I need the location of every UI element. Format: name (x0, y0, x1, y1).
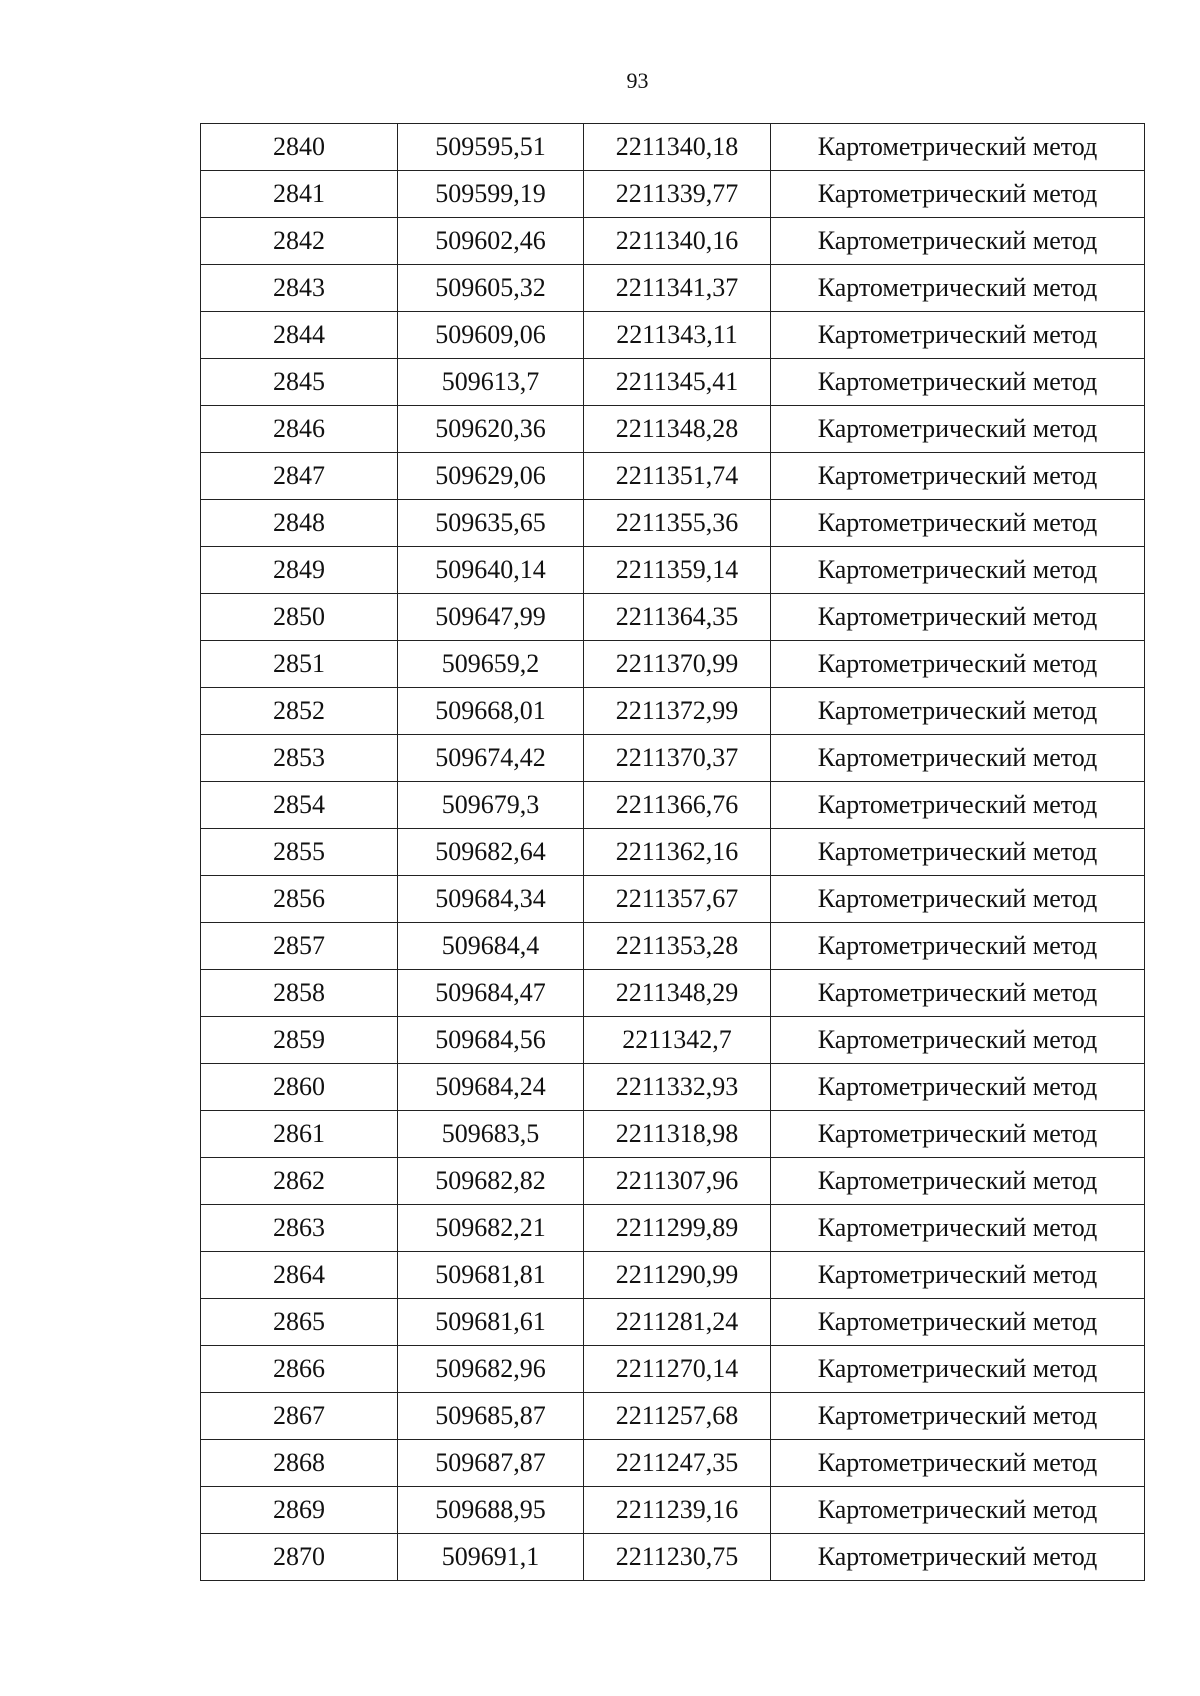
y-coordinate-cell: 2211239,16 (584, 1487, 771, 1534)
point-number-cell: 2853 (201, 735, 398, 782)
table-row (201, 641, 1145, 688)
point-number-cell: 2857 (201, 923, 398, 970)
x-coordinate-cell: 509609,06 (398, 312, 584, 359)
table-row (201, 970, 1145, 1017)
y-coordinate-cell: 2211348,28 (584, 406, 771, 453)
table-row (201, 124, 1145, 171)
y-coordinate-cell: 2211355,36 (584, 500, 771, 547)
point-number-cell: 2863 (201, 1205, 398, 1252)
method-cell: Картометрический метод (771, 594, 1145, 641)
table-row (201, 547, 1145, 594)
method-cell: Картометрический метод (771, 1534, 1145, 1581)
table-row (201, 265, 1145, 312)
x-coordinate-cell: 509683,5 (398, 1111, 584, 1158)
coordinates-table-body (201, 124, 1145, 1581)
x-coordinate-cell: 509629,06 (398, 453, 584, 500)
point-number-cell: 2866 (201, 1346, 398, 1393)
table-row (201, 782, 1145, 829)
point-number-cell: 2848 (201, 500, 398, 547)
y-coordinate-cell: 2211343,11 (584, 312, 771, 359)
method-cell: Картометрический метод (771, 265, 1145, 312)
x-coordinate-cell: 509682,96 (398, 1346, 584, 1393)
point-number-cell: 2840 (201, 124, 398, 171)
method-cell: Картометрический метод (771, 1111, 1145, 1158)
point-number-cell: 2870 (201, 1534, 398, 1581)
method-cell: Картометрический метод (771, 453, 1145, 500)
table-row (201, 876, 1145, 923)
table-row (201, 1299, 1145, 1346)
point-number-cell: 2846 (201, 406, 398, 453)
x-coordinate-cell: 509684,47 (398, 970, 584, 1017)
y-coordinate-cell: 2211299,89 (584, 1205, 771, 1252)
point-number-cell: 2865 (201, 1299, 398, 1346)
method-cell: Картометрический метод (771, 406, 1145, 453)
method-cell: Картометрический метод (771, 312, 1145, 359)
x-coordinate-cell: 509684,56 (398, 1017, 584, 1064)
x-coordinate-cell: 509595,51 (398, 124, 584, 171)
y-coordinate-cell: 2211307,96 (584, 1158, 771, 1205)
y-coordinate-cell: 2211281,24 (584, 1299, 771, 1346)
y-coordinate-cell: 2211366,76 (584, 782, 771, 829)
y-coordinate-cell: 2211348,29 (584, 970, 771, 1017)
method-cell: Картометрический метод (771, 1064, 1145, 1111)
x-coordinate-cell: 509691,1 (398, 1534, 584, 1581)
method-cell: Картометрический метод (771, 1205, 1145, 1252)
table-row (201, 171, 1145, 218)
point-number-cell: 2859 (201, 1017, 398, 1064)
table-row (201, 406, 1145, 453)
table-row (201, 1487, 1145, 1534)
x-coordinate-cell: 509688,95 (398, 1487, 584, 1534)
table-row (201, 453, 1145, 500)
x-coordinate-cell: 509640,14 (398, 547, 584, 594)
method-cell: Картометрический метод (771, 641, 1145, 688)
y-coordinate-cell: 2211290,99 (584, 1252, 771, 1299)
table-row (201, 359, 1145, 406)
method-cell: Картометрический метод (771, 876, 1145, 923)
method-cell: Картометрический метод (771, 1299, 1145, 1346)
point-number-cell: 2861 (201, 1111, 398, 1158)
y-coordinate-cell: 2211370,99 (584, 641, 771, 688)
point-number-cell: 2847 (201, 453, 398, 500)
method-cell: Картометрический метод (771, 359, 1145, 406)
method-cell: Картометрический метод (771, 124, 1145, 171)
x-coordinate-cell: 509684,4 (398, 923, 584, 970)
y-coordinate-cell: 2211318,98 (584, 1111, 771, 1158)
method-cell: Картометрический метод (771, 1346, 1145, 1393)
point-number-cell: 2843 (201, 265, 398, 312)
table-row (201, 500, 1145, 547)
x-coordinate-cell: 509647,99 (398, 594, 584, 641)
table-row (201, 1064, 1145, 1111)
point-number-cell: 2864 (201, 1252, 398, 1299)
y-coordinate-cell: 2211341,37 (584, 265, 771, 312)
y-coordinate-cell: 2211353,28 (584, 923, 771, 970)
x-coordinate-cell: 509602,46 (398, 218, 584, 265)
method-cell: Картометрический метод (771, 1393, 1145, 1440)
y-coordinate-cell: 2211340,16 (584, 218, 771, 265)
y-coordinate-cell: 2211340,18 (584, 124, 771, 171)
method-cell: Картометрический метод (771, 735, 1145, 782)
y-coordinate-cell: 2211257,68 (584, 1393, 771, 1440)
table-row (201, 218, 1145, 265)
table-row (201, 1111, 1145, 1158)
x-coordinate-cell: 509681,81 (398, 1252, 584, 1299)
table-row (201, 688, 1145, 735)
point-number-cell: 2868 (201, 1440, 398, 1487)
coordinates-table (200, 123, 1145, 1581)
y-coordinate-cell: 2211362,16 (584, 829, 771, 876)
x-coordinate-cell: 509684,34 (398, 876, 584, 923)
table-row (201, 1534, 1145, 1581)
method-cell: Картометрический метод (771, 782, 1145, 829)
x-coordinate-cell: 509685,87 (398, 1393, 584, 1440)
table-row (201, 1205, 1145, 1252)
table-row (201, 923, 1145, 970)
table-row (201, 312, 1145, 359)
point-number-cell: 2850 (201, 594, 398, 641)
method-cell: Картометрический метод (771, 1017, 1145, 1064)
method-cell: Картометрический метод (771, 218, 1145, 265)
y-coordinate-cell: 2211370,37 (584, 735, 771, 782)
x-coordinate-cell: 509620,36 (398, 406, 584, 453)
point-number-cell: 2869 (201, 1487, 398, 1534)
y-coordinate-cell: 2211372,99 (584, 688, 771, 735)
y-coordinate-cell: 2211351,74 (584, 453, 771, 500)
x-coordinate-cell: 509668,01 (398, 688, 584, 735)
method-cell: Картометрический метод (771, 500, 1145, 547)
point-number-cell: 2855 (201, 829, 398, 876)
table-row (201, 735, 1145, 782)
x-coordinate-cell: 509635,65 (398, 500, 584, 547)
x-coordinate-cell: 509679,3 (398, 782, 584, 829)
y-coordinate-cell: 2211332,93 (584, 1064, 771, 1111)
point-number-cell: 2862 (201, 1158, 398, 1205)
point-number-cell: 2841 (201, 171, 398, 218)
method-cell: Картометрический метод (771, 829, 1145, 876)
x-coordinate-cell: 509605,32 (398, 265, 584, 312)
point-number-cell: 2858 (201, 970, 398, 1017)
x-coordinate-cell: 509687,87 (398, 1440, 584, 1487)
y-coordinate-cell: 2211357,67 (584, 876, 771, 923)
y-coordinate-cell: 2211359,14 (584, 547, 771, 594)
x-coordinate-cell: 509659,2 (398, 641, 584, 688)
table-row (201, 1158, 1145, 1205)
table-row (201, 1346, 1145, 1393)
x-coordinate-cell: 509599,19 (398, 171, 584, 218)
method-cell: Картометрический метод (771, 970, 1145, 1017)
method-cell: Картометрический метод (771, 1252, 1145, 1299)
point-number-cell: 2849 (201, 547, 398, 594)
table-row (201, 1393, 1145, 1440)
x-coordinate-cell: 509613,7 (398, 359, 584, 406)
point-number-cell: 2845 (201, 359, 398, 406)
y-coordinate-cell: 2211270,14 (584, 1346, 771, 1393)
method-cell: Картометрический метод (771, 1487, 1145, 1534)
method-cell: Картометрический метод (771, 688, 1145, 735)
x-coordinate-cell: 509682,21 (398, 1205, 584, 1252)
x-coordinate-cell: 509682,82 (398, 1158, 584, 1205)
point-number-cell: 2842 (201, 218, 398, 265)
table-row (201, 1440, 1145, 1487)
x-coordinate-cell: 509681,61 (398, 1299, 584, 1346)
method-cell: Картометрический метод (771, 171, 1145, 218)
table-row (201, 1017, 1145, 1064)
method-cell: Картометрический метод (771, 923, 1145, 970)
method-cell: Картометрический метод (771, 547, 1145, 594)
y-coordinate-cell: 2211342,7 (584, 1017, 771, 1064)
y-coordinate-cell: 2211230,75 (584, 1534, 771, 1581)
table-row (201, 594, 1145, 641)
y-coordinate-cell: 2211339,77 (584, 171, 771, 218)
x-coordinate-cell: 509674,42 (398, 735, 584, 782)
x-coordinate-cell: 509682,64 (398, 829, 584, 876)
point-number-cell: 2851 (201, 641, 398, 688)
method-cell: Картометрический метод (771, 1158, 1145, 1205)
x-coordinate-cell: 509684,24 (398, 1064, 584, 1111)
table-row (201, 829, 1145, 876)
y-coordinate-cell: 2211364,35 (584, 594, 771, 641)
method-cell: Картометрический метод (771, 1440, 1145, 1487)
page-number: 93 (626, 68, 649, 93)
point-number-cell: 2860 (201, 1064, 398, 1111)
y-coordinate-cell: 2211345,41 (584, 359, 771, 406)
point-number-cell: 2867 (201, 1393, 398, 1440)
point-number-cell: 2854 (201, 782, 398, 829)
point-number-cell: 2852 (201, 688, 398, 735)
y-coordinate-cell: 2211247,35 (584, 1440, 771, 1487)
point-number-cell: 2856 (201, 876, 398, 923)
point-number-cell: 2844 (201, 312, 398, 359)
table-row (201, 1252, 1145, 1299)
